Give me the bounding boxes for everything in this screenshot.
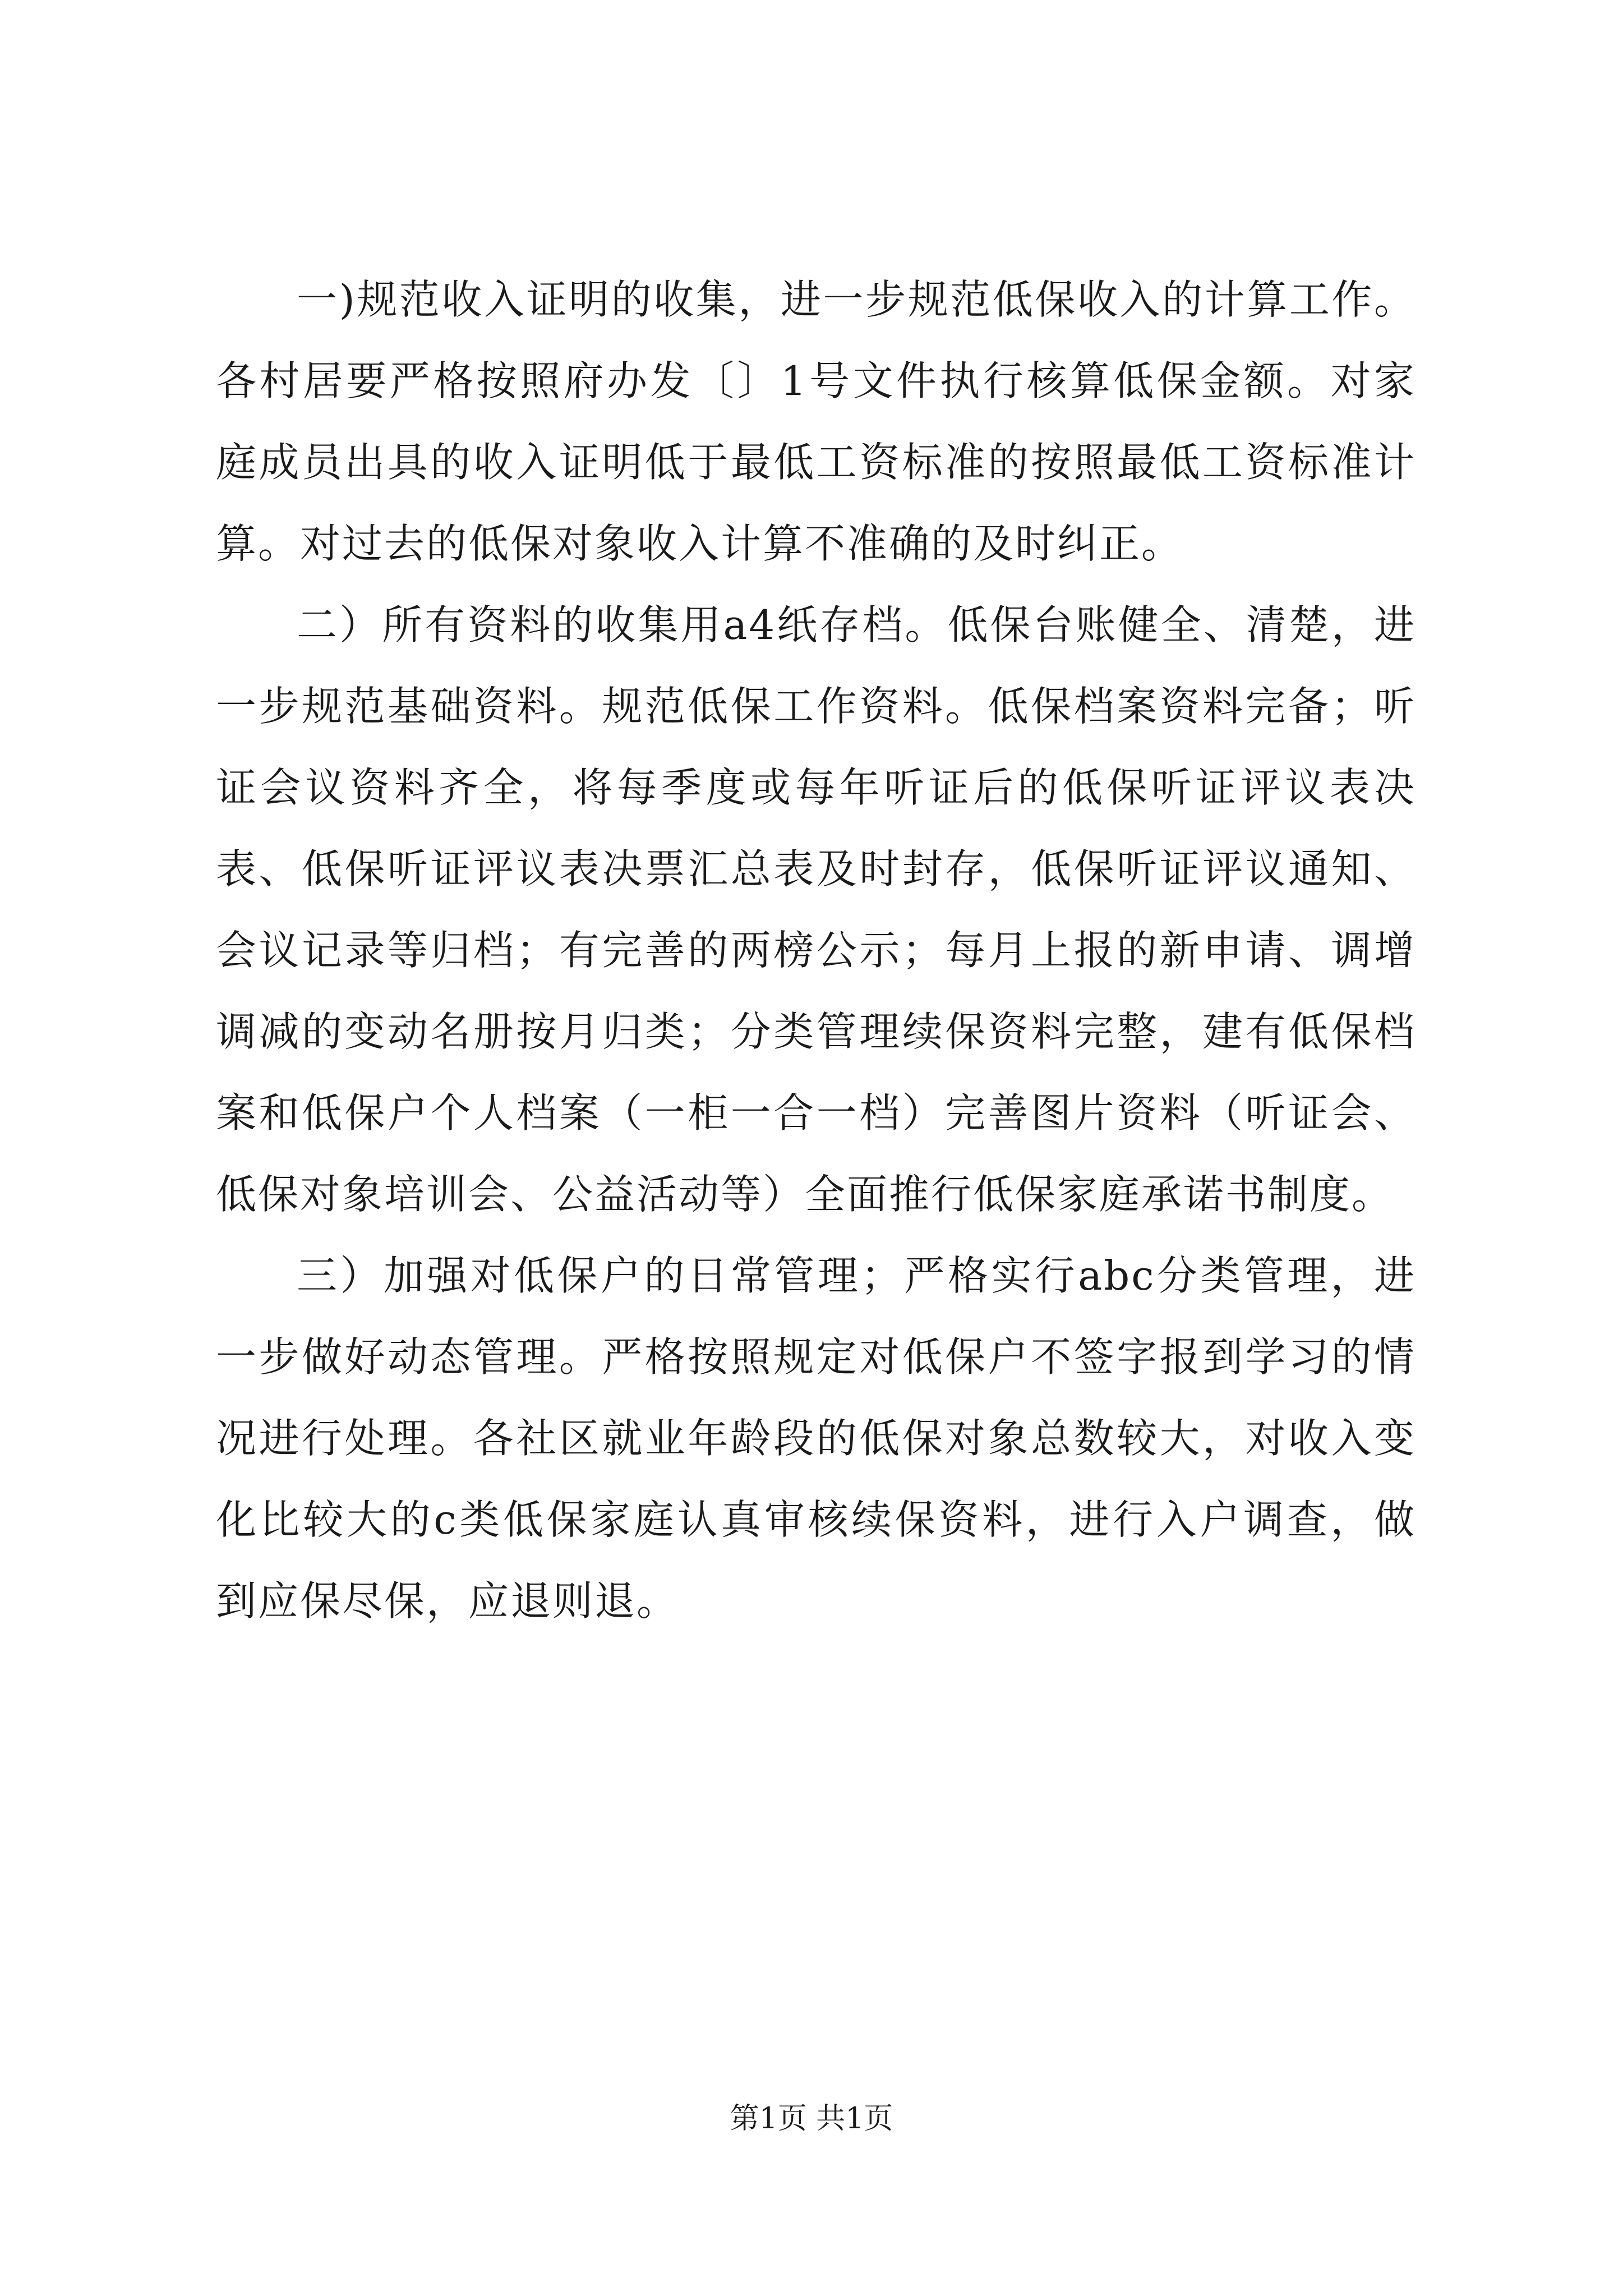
paragraph-1: 一)规范收入证明的收集，进一步规范低保收入的计算工作。各村居要严格按照府办发〔〕1号文件执行核算低保金额。对家庭成员出具的收入证明低于最低工资标准的按照最低工资标准计算。对过去的低保对象收入计算不准确的及时纠正。 — [216, 276, 1416, 567]
page-footer: 第1页 共1页 — [730, 2102, 893, 2136]
paragraph-2: 二）所有资料的收集用a4纸存档。低保台账健全、清楚，进一步规范基础资料。规范低保工作资料。低保档案资料完备；听证会议资料齐全，将每季度或每年听证后的低保听证评议表决表、低保听证评议表决票汇总表及时封存，低保听证评议通知、会议记录等归档；有完善的两榜公示；每月上报的新申请、调增调减的变动名册按月归类；分类管理续保资料完整，建有低保档案和低保户个人档案（一柜一合一档）完善图片资料（听证会、低保对象培训会、公益活动等）全面推行低保家庭承诺书制度。 — [216, 601, 1416, 1218]
document-body — [216, 259, 1416, 1642]
paragraph-3: 三）加强对低保户的日常管理；严格实行abc分类管理，进一步做好动态管理。严格按照规定对低保户不签字报到学习的情况进行处理。各社区就业年龄段的低保对象总数较大，对收入变化比较大的c类低保家庭认真审核续保资料，进行入户调查，做到应保尽保，应退则退。 — [216, 1252, 1416, 1625]
